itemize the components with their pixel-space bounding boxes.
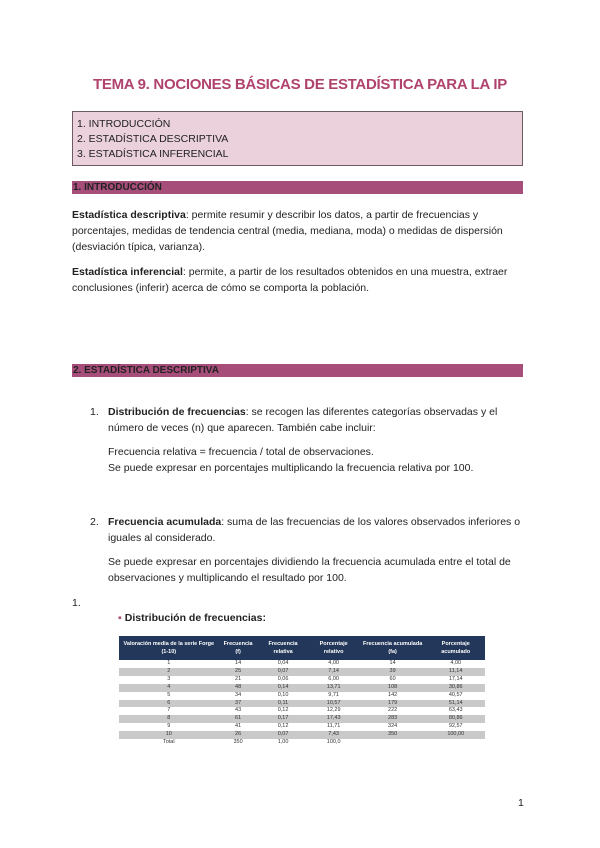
cell-porcentaje-acumulado: 63,43 — [448, 707, 463, 714]
section-heading-estadistica-descriptiva: 2. ESTADÍSTICA DESCRIPTIVA — [72, 364, 523, 377]
cell-frecuencia-acumulada — [359, 739, 427, 747]
header-valoracion: Valoración media de la serie Forge (1-10) — [119, 636, 219, 660]
cell-valoracion: 8 — [119, 715, 219, 723]
cell-porcentaje-acumulado: 80,86 — [426, 715, 485, 723]
cell-porcentaje-relativo: 9,71 — [328, 691, 339, 698]
list-number: 2. — [90, 516, 99, 528]
cell-frecuencia-acumulada: 222 — [388, 707, 398, 714]
table-row — [119, 668, 485, 676]
list-item-frecuencia-acumulada — [90, 514, 530, 594]
cell-valoracion: 6 — [119, 700, 219, 708]
cell-porcentaje-acumulado: 51,14 — [426, 700, 485, 708]
cell-frecuencia-relativa: 0,10 — [277, 691, 289, 698]
cell-porcentaje-relativo: 12,29 — [326, 707, 341, 714]
cell-valoracion: 2 — [119, 668, 219, 676]
cell-porcentaje-relativo: 13,71 — [309, 684, 359, 692]
page-number: 1 — [518, 797, 524, 809]
cell-frecuencia-relativa: 0,06 — [277, 675, 289, 682]
list-item-text — [108, 514, 528, 546]
cell-frecuencia-relativa: 0,11 — [258, 700, 309, 708]
table-row — [119, 707, 485, 715]
definition-text: : se recogen las diferentes categorías observadas y el número de veces (n) que aparecen. También cabe incluir: — [108, 406, 498, 434]
cell-valoracion: 9 — [167, 723, 171, 730]
table-row — [119, 723, 485, 731]
cell-porcentaje-relativo: 4,00 — [328, 660, 339, 666]
table-row — [119, 676, 485, 684]
paragraph-estadistica-inferencial — [72, 264, 527, 296]
cell-frecuencia: 48 — [219, 684, 258, 692]
header-frecuencia-acumulada: Frecuencia acumulada (fa) — [359, 636, 427, 660]
toc-item: 2. ESTADÍSTICA DESCRIPTIVA — [77, 133, 229, 145]
cell-frecuencia: 350 — [233, 739, 243, 746]
cell-porcentaje-relativo: 100,0 — [326, 739, 341, 746]
cell-porcentaje-relativo: 7,14 — [309, 668, 359, 676]
stray-list-number: 1. — [72, 597, 81, 609]
list-number: 1. — [90, 406, 99, 418]
toc-item: 3. ESTADÍSTICA INFERENCIAL — [77, 148, 229, 160]
term-distribucion-frecuencias: Distribución de frecuencias — [108, 406, 246, 418]
cell-frecuencia-acumulada: 179 — [359, 700, 427, 708]
cell-porcentaje-relativo: 10,57 — [309, 700, 359, 708]
cell-frecuencia-acumulada: 60 — [389, 675, 396, 682]
header-frecuencia-relativa: Frecuencia relativa — [258, 636, 309, 660]
cell-porcentaje-relativo: 7,43 — [309, 731, 359, 739]
cell-frecuencia: 61 — [219, 715, 258, 723]
cell-frecuencia-relativa: 0,12 — [277, 723, 289, 730]
term-frecuencia-acumulada: Frecuencia acumulada — [108, 516, 222, 528]
cell-frecuencia: 14 — [235, 660, 242, 666]
figure-title-text: Distribución de frecuencias — [124, 612, 263, 624]
cell-frecuencia-relativa: 1,00 — [277, 739, 289, 746]
cell-porcentaje-acumulado: 40,57 — [448, 691, 463, 698]
cell-frecuencia: 25 — [219, 668, 258, 676]
cell-porcentaje-acumulado: 11,14 — [426, 668, 485, 676]
cell-frecuencia-acumulada: 14 — [389, 660, 396, 666]
cell-frecuencia-relativa: 0,04 — [277, 660, 289, 666]
cell-frecuencia-relativa: 0,14 — [258, 684, 309, 692]
cell-frecuencia: 43 — [235, 707, 242, 714]
table-total-row — [119, 739, 485, 747]
section-heading-introduccion: 1. INTRODUCCIÓN — [72, 181, 523, 194]
table-row — [119, 660, 485, 668]
cell-frecuencia: 34 — [235, 691, 242, 698]
definition-text: : permite resumir y describir los datos, a partir de frecuencias y porcentajes, medidas de tendencia central (media, mediana, moda) o medidas de dispersión (desviación típica, varianza). — [72, 209, 503, 253]
cell-frecuencia-relativa: 0,17 — [258, 715, 309, 723]
cell-frecuencia-relativa: 0,07 — [258, 668, 309, 676]
percentage-line: Se puede expresar en porcentajes multiplicando la frecuencia relativa por 100. — [108, 462, 474, 474]
cell-frecuencia-acumulada: 108 — [359, 684, 427, 692]
cell-valoracion: 1 — [167, 660, 171, 666]
term-estadistica-inferencial: Estadística inferencial — [72, 266, 183, 278]
cell-frecuencia-acumulada: 350 — [359, 731, 427, 739]
list-item-distribucion — [90, 404, 530, 484]
cell-valoracion: 7 — [167, 707, 171, 714]
cell-frecuencia-acumulada: 142 — [388, 691, 398, 698]
cell-frecuencia-relativa: 0,07 — [258, 731, 309, 739]
cell-porcentaje-acumulado: 92,57 — [448, 723, 463, 730]
cell-frecuencia: 41 — [235, 723, 242, 730]
definition-text: : suma de las frecuencias de los valores observados inferiores o iguales al considerado. — [108, 516, 521, 544]
definition-text: : permite, a partir de los resultados obtenidos en una muestra, extraer conclusiones (inferir) acerca de cómo se comporta la población. — [72, 266, 508, 294]
cell-valoracion: 5 — [167, 691, 171, 698]
table-of-contents — [72, 111, 523, 166]
table-row — [119, 692, 485, 700]
table-row — [119, 684, 485, 692]
table-row — [119, 700, 485, 708]
list-item-text — [108, 404, 528, 436]
cumulative-percentage-line: Se puede expresar en porcentajes dividiendo la frecuencia acumulada entre el total de observaciones y multiplicando el resultado por 100. — [108, 556, 511, 584]
header-porcentaje-acumulado: Porcentaje acumulado — [426, 636, 485, 660]
cell-valoracion: 10 — [119, 731, 219, 739]
cell-frecuencia-acumulada: 283 — [359, 715, 427, 723]
figure-title-colon: : — [262, 612, 266, 624]
cell-frecuencia: 21 — [235, 675, 242, 682]
cell-porcentaje-relativo: 11,71 — [326, 723, 341, 730]
term-estadistica-descriptiva: Estadística descriptiva — [72, 209, 186, 221]
figure-title — [118, 612, 266, 624]
cell-porcentaje-relativo: 17,43 — [309, 715, 359, 723]
cell-porcentaje-acumulado — [426, 739, 485, 747]
cell-porcentaje-acumulado: 100,00 — [426, 731, 485, 739]
table-row — [119, 715, 485, 723]
total-label: Total — [162, 739, 175, 746]
cell-valoracion: 4 — [119, 684, 219, 692]
cell-porcentaje-acumulado: 17,14 — [448, 675, 463, 682]
cell-frecuencia: 26 — [219, 731, 258, 739]
cell-porcentaje-acumulado: 30,86 — [426, 684, 485, 692]
relative-frequency-line: Frecuencia relativa = frecuencia / total de observaciones. — [108, 446, 374, 458]
bullet-icon: ▪ — [118, 612, 122, 624]
toc-item: 1. INTRODUCCIÓN — [77, 118, 171, 130]
header-porcentaje-relativo: Porcentaje relativo — [309, 636, 359, 660]
frequency-table — [119, 636, 485, 747]
table-header-row — [119, 636, 485, 660]
cell-frecuencia-acumulada: 324 — [388, 723, 398, 730]
paragraph-estadistica-descriptiva — [72, 207, 527, 255]
cell-valoracion: 3 — [167, 675, 171, 682]
cell-porcentaje-acumulado: 4,00 — [450, 660, 462, 666]
table-row — [119, 731, 485, 739]
document-title: TEMA 9. NOCIONES BÁSICAS DE ESTADÍSTICA PARA LA IP — [93, 76, 507, 93]
cell-porcentaje-relativo: 6,00 — [328, 675, 339, 682]
cell-frecuencia: 37 — [219, 700, 258, 708]
header-frecuencia: Frecuencia (f) — [219, 636, 258, 660]
cell-frecuencia-acumulada: 39 — [359, 668, 427, 676]
cell-frecuencia-relativa: 0,12 — [277, 707, 289, 714]
